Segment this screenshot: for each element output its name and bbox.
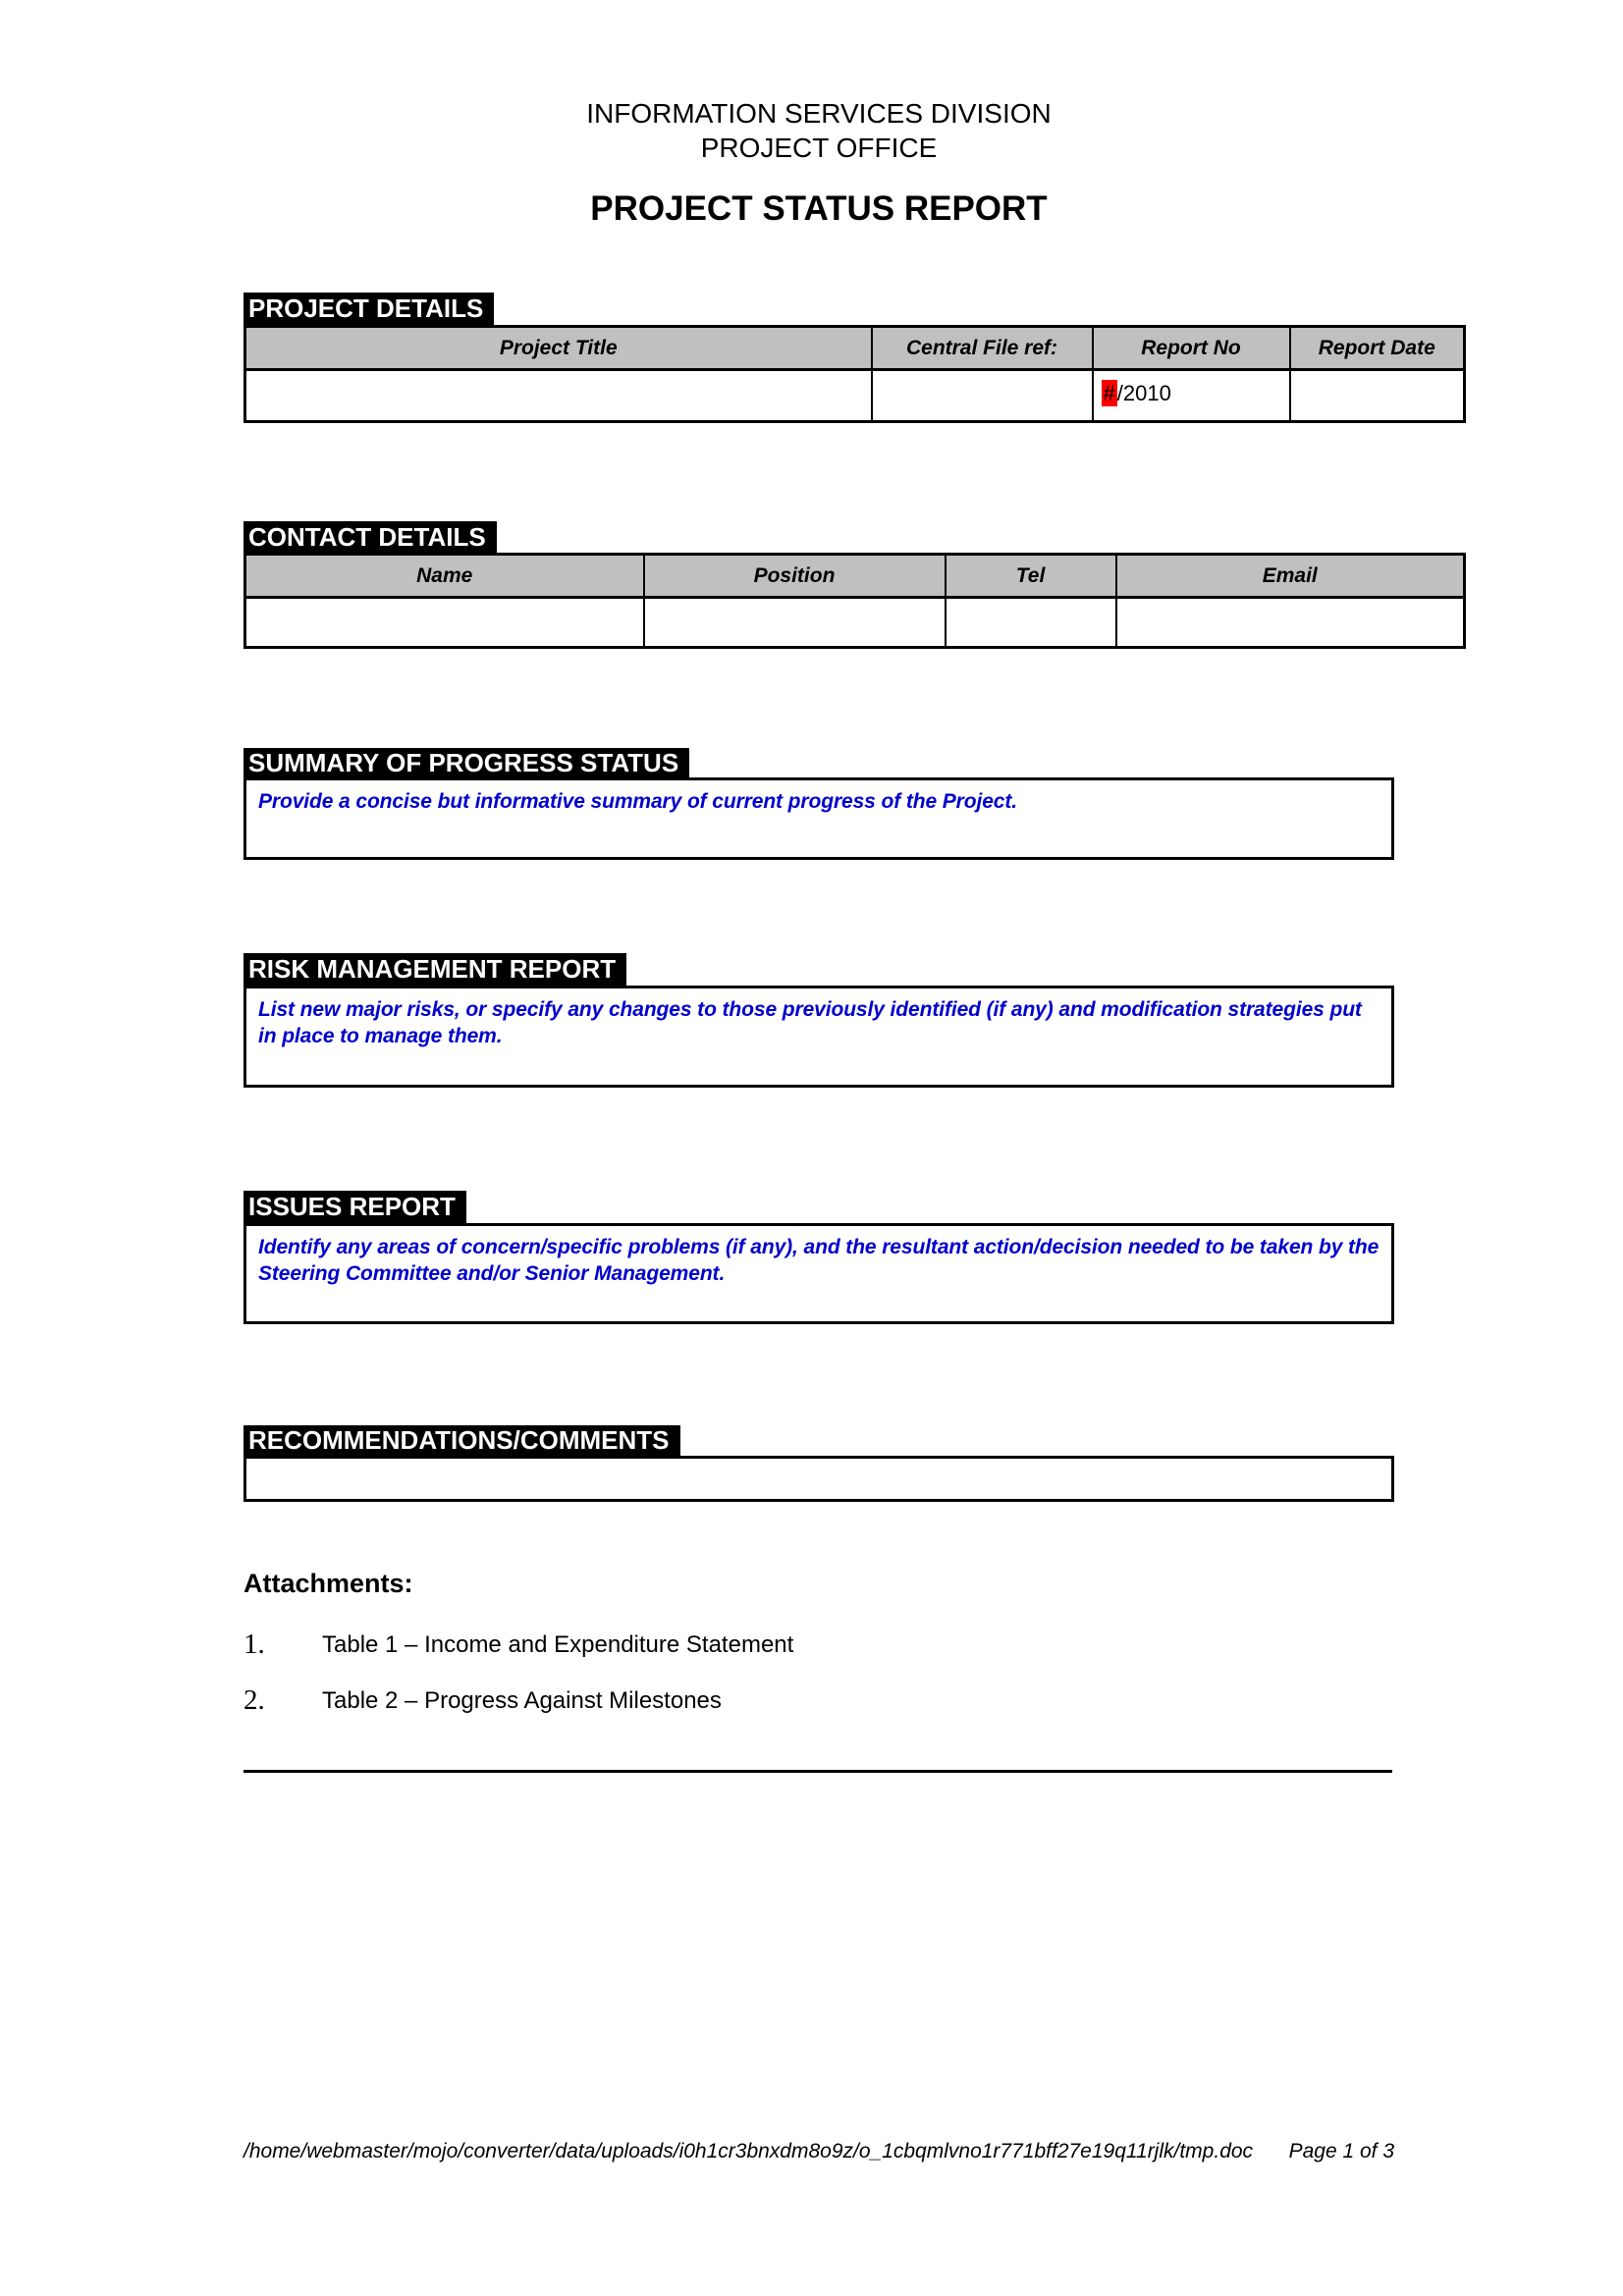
contact-details-table — [243, 553, 1466, 649]
report-no-field[interactable] — [1093, 370, 1290, 422]
issues-instruction-text: Identify any areas of concern/specific problems (if any), and the resultant action/decision needed to be taken by the Steering Committee and/or Senior Management. — [258, 1236, 1380, 1285]
section-summary — [243, 748, 1394, 860]
summary-input-area[interactable] — [243, 777, 1394, 860]
risk-input-area[interactable] — [243, 986, 1394, 1088]
column-header-report-no: Report No — [1093, 327, 1290, 370]
section-header-risk: RISK MANAGEMENT REPORT — [243, 953, 626, 986]
central-file-ref-field[interactable] — [872, 370, 1093, 422]
issues-input-area[interactable] — [243, 1223, 1394, 1324]
column-header-report-date: Report Date — [1290, 327, 1465, 370]
column-header-central-file-ref: Central File ref: — [872, 327, 1093, 370]
org-name-line1: INFORMATION SERVICES DIVISION — [586, 98, 1052, 129]
recommendations-input-area[interactable] — [243, 1456, 1394, 1502]
document-title: PROJECT STATUS REPORT — [590, 189, 1048, 228]
tel-field[interactable] — [946, 598, 1116, 648]
attachment-1-number: 1. — [243, 1629, 265, 1660]
risk-instruction-text: List new major risks, or specify any changes to those previously identified (if any) and modification strategies put in place to manage them. — [258, 998, 1362, 1047]
project-details-row — [245, 370, 1465, 422]
project-title-field[interactable] — [245, 370, 872, 422]
report-date-field[interactable] — [1290, 370, 1465, 422]
column-header-tel: Tel — [946, 555, 1116, 598]
org-header — [243, 96, 1394, 165]
section-header-recommendations: RECOMMENDATIONS/COMMENTS — [243, 1425, 680, 1456]
section-header-contact-details: CONTACT DETAILS — [243, 521, 497, 553]
report-no-year: /2010 — [1116, 381, 1171, 405]
position-field[interactable] — [644, 598, 946, 648]
section-contact-details — [243, 521, 1466, 649]
attachment-2-number: 2. — [243, 1684, 265, 1716]
attachment-item-2 — [243, 1685, 722, 1717]
attachments-heading: Attachments: — [243, 1569, 413, 1598]
footer-divider-line — [243, 1770, 1392, 1773]
contact-details-row — [245, 598, 1465, 648]
section-project-details — [243, 293, 1466, 423]
section-header-summary: SUMMARY OF PROGRESS STATUS — [243, 748, 689, 777]
org-name-line2: PROJECT OFFICE — [700, 133, 938, 163]
section-risk — [243, 953, 1394, 1088]
footer-file-path: /home/webmaster/mojo/converter/data/uploads/i0h1cr3bnxdm8o9z/o_1cbqmlvno1r771bff27e19q11rjlk/tmp.doc — [243, 2140, 1254, 2163]
column-header-name: Name — [245, 555, 644, 598]
column-header-email: Email — [1116, 555, 1465, 598]
attachment-2-label: Table 2 – Progress Against Milestones — [322, 1687, 722, 1714]
section-recommendations — [243, 1425, 1394, 1502]
section-header-project-details: PROJECT DETAILS — [243, 293, 494, 325]
footer-page-number: Page 1 of 3 — [1288, 2140, 1394, 2163]
section-header-issues: ISSUES REPORT — [243, 1191, 466, 1223]
page-footer — [243, 2138, 1394, 2165]
column-header-project-title: Project Title — [245, 327, 872, 370]
project-details-table — [243, 325, 1466, 423]
email-field[interactable] — [1116, 598, 1465, 648]
attachment-1-label: Table 1 – Income and Expenditure Statement — [322, 1631, 794, 1658]
attachment-item-1 — [243, 1629, 793, 1661]
section-issues — [243, 1191, 1394, 1324]
column-header-position: Position — [644, 555, 946, 598]
summary-instruction-text: Provide a concise but informative summary of current progress of the Project. — [258, 790, 1018, 813]
name-field[interactable] — [245, 598, 644, 648]
report-no-placeholder-highlight: # — [1103, 381, 1115, 405]
